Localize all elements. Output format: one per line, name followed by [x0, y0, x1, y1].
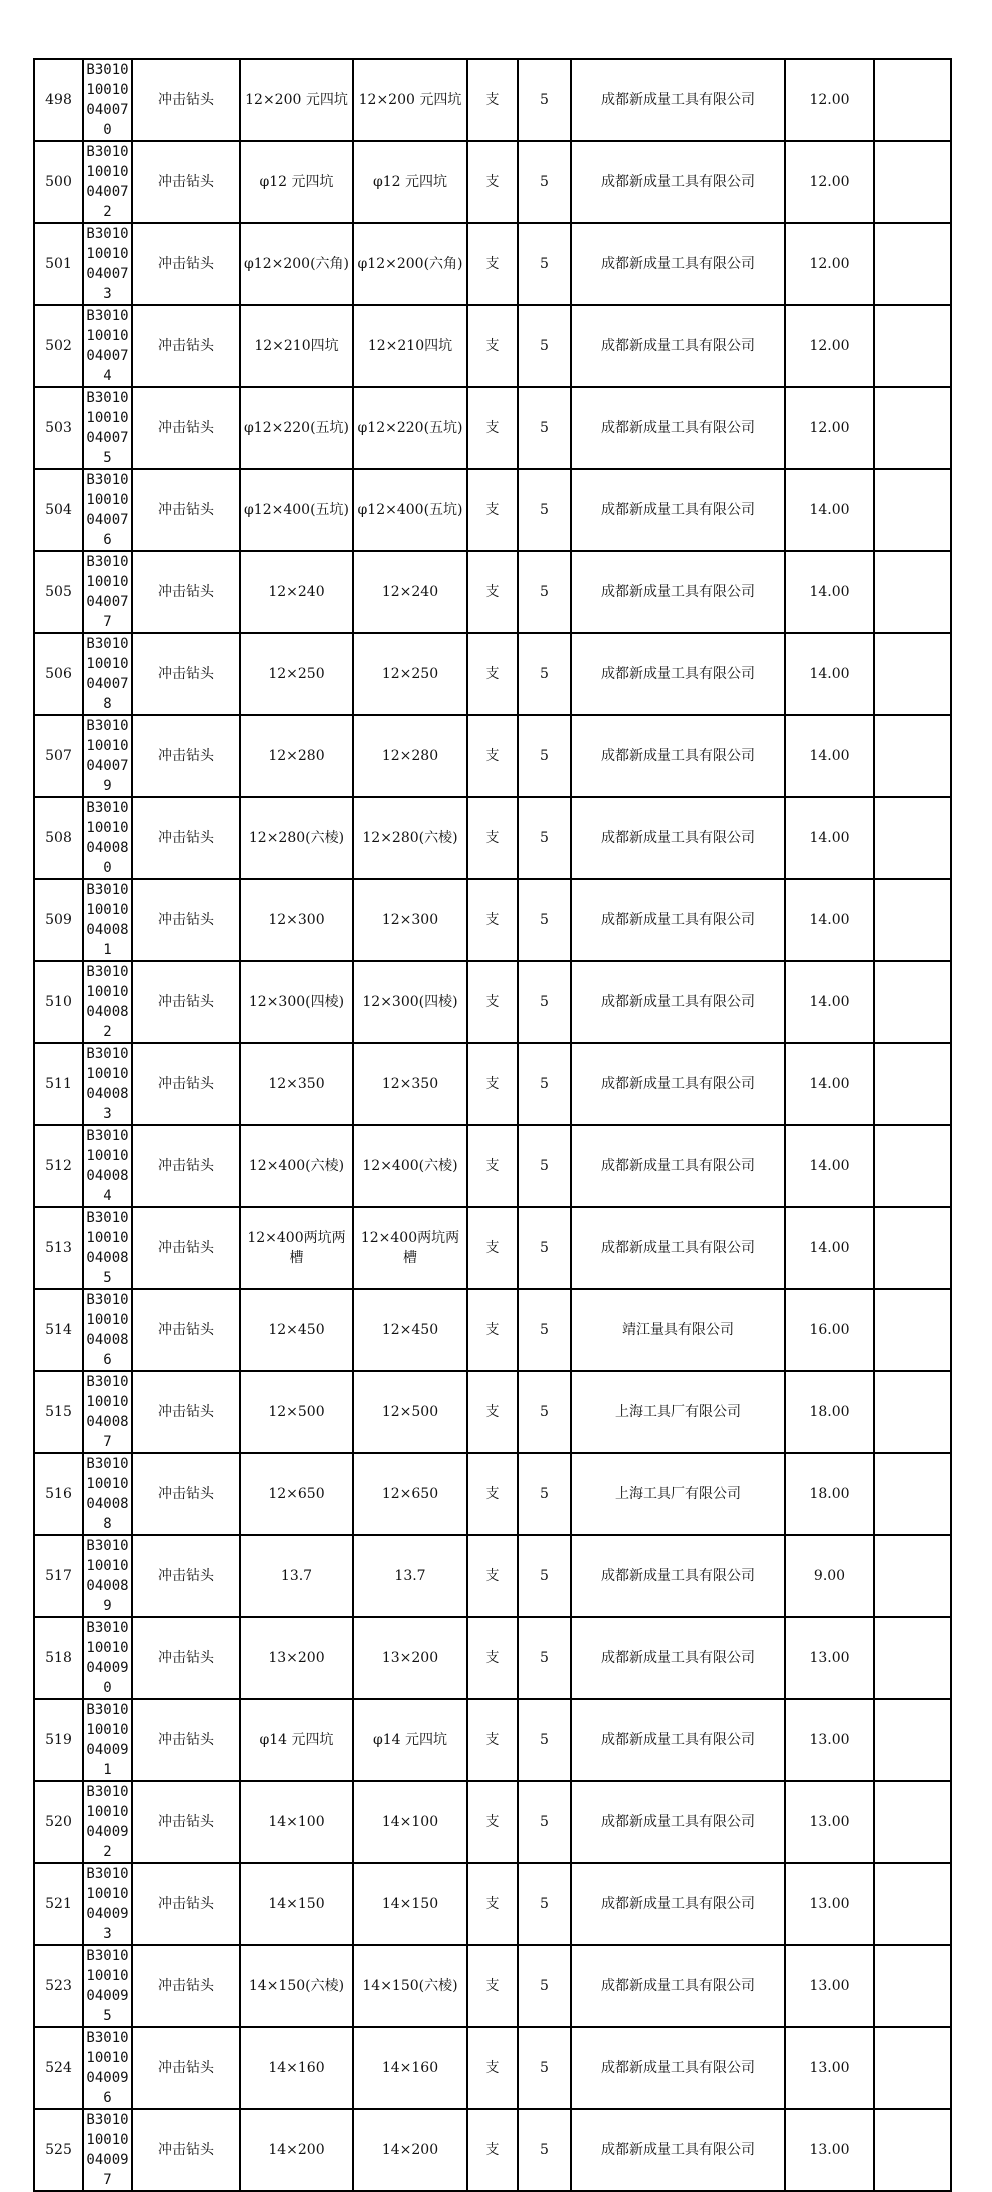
price-cell: 14.00 — [785, 1125, 874, 1207]
item-number-cell: 517 — [34, 1535, 83, 1617]
product-name-cell: 冲击钻头 — [132, 2109, 240, 2191]
material-code-cell: B301010010040096 — [83, 2027, 132, 2109]
manufacturer-cell: 上海工具厂有限公司 — [571, 1371, 785, 1453]
specification-cell: 14×200 — [240, 2109, 353, 2191]
quantity-cell: 5 — [518, 1699, 571, 1781]
remark-cell — [874, 961, 951, 1043]
unit-cell: 支 — [467, 1207, 518, 1289]
quantity-cell: 5 — [518, 305, 571, 387]
model-cell: 12×300 — [353, 879, 467, 961]
material-code-cell: B301010010040091 — [83, 1699, 132, 1781]
model-cell: 12×280 — [353, 715, 467, 797]
specification-cell: 12×280 — [240, 715, 353, 797]
price-cell: 13.00 — [785, 1945, 874, 2027]
product-name-cell: 冲击钻头 — [132, 1289, 240, 1371]
product-name-cell: 冲击钻头 — [132, 961, 240, 1043]
price-cell: 14.00 — [785, 633, 874, 715]
item-number-cell: 512 — [34, 1125, 83, 1207]
remark-cell — [874, 879, 951, 961]
product-name-cell: 冲击钻头 — [132, 59, 240, 141]
model-cell: φ14 元四坑 — [353, 1699, 467, 1781]
remark-cell — [874, 1945, 951, 2027]
price-cell: 9.00 — [785, 1535, 874, 1617]
specification-cell: φ14 元四坑 — [240, 1699, 353, 1781]
manufacturer-cell: 成都新成量工具有限公司 — [571, 715, 785, 797]
model-cell: 12×240 — [353, 551, 467, 633]
quantity-cell: 5 — [518, 879, 571, 961]
remark-cell — [874, 1125, 951, 1207]
remark-cell — [874, 1207, 951, 1289]
product-name-cell: 冲击钻头 — [132, 879, 240, 961]
table-row — [34, 1781, 951, 1863]
product-name-cell: 冲击钻头 — [132, 1699, 240, 1781]
manufacturer-cell: 成都新成量工具有限公司 — [571, 1617, 785, 1699]
remark-cell — [874, 1043, 951, 1125]
table-row — [34, 1535, 951, 1617]
material-code-cell: B301010010040075 — [83, 387, 132, 469]
manufacturer-cell: 成都新成量工具有限公司 — [571, 2109, 785, 2191]
table-row — [34, 1207, 951, 1289]
price-cell: 14.00 — [785, 715, 874, 797]
item-number-cell: 509 — [34, 879, 83, 961]
specification-cell: 12×400(六棱) — [240, 1125, 353, 1207]
unit-cell: 支 — [467, 1289, 518, 1371]
material-code-cell: B301010010040085 — [83, 1207, 132, 1289]
material-code-cell: B301010010040072 — [83, 141, 132, 223]
model-cell: 12×300(四棱) — [353, 961, 467, 1043]
product-name-cell: 冲击钻头 — [132, 469, 240, 551]
specification-cell: 12×500 — [240, 1371, 353, 1453]
product-name-cell: 冲击钻头 — [132, 387, 240, 469]
table-row — [34, 2109, 951, 2191]
unit-cell: 支 — [467, 2109, 518, 2191]
price-cell: 16.00 — [785, 1289, 874, 1371]
unit-cell: 支 — [467, 1043, 518, 1125]
remark-cell — [874, 1289, 951, 1371]
product-name-cell: 冲击钻头 — [132, 551, 240, 633]
quantity-cell: 5 — [518, 1207, 571, 1289]
specification-cell: 12×300(四棱) — [240, 961, 353, 1043]
material-code-cell: B301010010040070 — [83, 59, 132, 141]
material-code-cell: B301010010040083 — [83, 1043, 132, 1125]
price-cell: 13.00 — [785, 1863, 874, 1945]
price-cell: 12.00 — [785, 223, 874, 305]
model-cell: 14×100 — [353, 1781, 467, 1863]
product-name-cell: 冲击钻头 — [132, 1371, 240, 1453]
table-row — [34, 305, 951, 387]
price-cell: 12.00 — [785, 387, 874, 469]
quantity-cell: 5 — [518, 1945, 571, 2027]
item-number-cell: 525 — [34, 2109, 83, 2191]
product-name-cell: 冲击钻头 — [132, 305, 240, 387]
unit-cell: 支 — [467, 797, 518, 879]
model-cell: 12×450 — [353, 1289, 467, 1371]
material-code-cell: B301010010040086 — [83, 1289, 132, 1371]
unit-cell: 支 — [467, 1699, 518, 1781]
specification-cell: 14×160 — [240, 2027, 353, 2109]
price-list-table — [33, 58, 952, 2192]
manufacturer-cell: 成都新成量工具有限公司 — [571, 223, 785, 305]
manufacturer-cell: 成都新成量工具有限公司 — [571, 1125, 785, 1207]
price-cell: 14.00 — [785, 469, 874, 551]
table-row — [34, 2027, 951, 2109]
price-cell: 14.00 — [785, 1207, 874, 1289]
item-number-cell: 515 — [34, 1371, 83, 1453]
remark-cell — [874, 59, 951, 141]
remark-cell — [874, 1699, 951, 1781]
quantity-cell: 5 — [518, 2109, 571, 2191]
material-code-cell: B301010010040095 — [83, 1945, 132, 2027]
model-cell: 12×280(六棱) — [353, 797, 467, 879]
table-row — [34, 1863, 951, 1945]
table-row — [34, 1371, 951, 1453]
remark-cell — [874, 141, 951, 223]
product-name-cell: 冲击钻头 — [132, 1207, 240, 1289]
material-code-cell: B301010010040093 — [83, 1863, 132, 1945]
specification-cell: 12×350 — [240, 1043, 353, 1125]
model-cell: 12×350 — [353, 1043, 467, 1125]
product-name-cell: 冲击钻头 — [132, 1617, 240, 1699]
material-code-cell: B301010010040079 — [83, 715, 132, 797]
price-cell: 13.00 — [785, 1699, 874, 1781]
remark-cell — [874, 1781, 951, 1863]
manufacturer-cell: 成都新成量工具有限公司 — [571, 633, 785, 715]
material-code-cell: B301010010040084 — [83, 1125, 132, 1207]
material-code-cell: B301010010040088 — [83, 1453, 132, 1535]
item-number-cell: 507 — [34, 715, 83, 797]
manufacturer-cell: 成都新成量工具有限公司 — [571, 1781, 785, 1863]
unit-cell: 支 — [467, 879, 518, 961]
quantity-cell: 5 — [518, 961, 571, 1043]
product-name-cell: 冲击钻头 — [132, 223, 240, 305]
product-name-cell: 冲击钻头 — [132, 141, 240, 223]
material-code-cell: B301010010040078 — [83, 633, 132, 715]
material-code-cell: B301010010040082 — [83, 961, 132, 1043]
remark-cell — [874, 387, 951, 469]
table-row — [34, 879, 951, 961]
material-code-cell: B301010010040074 — [83, 305, 132, 387]
unit-cell: 支 — [467, 633, 518, 715]
item-number-cell: 500 — [34, 141, 83, 223]
model-cell: 13×200 — [353, 1617, 467, 1699]
quantity-cell: 5 — [518, 1371, 571, 1453]
remark-cell — [874, 797, 951, 879]
model-cell: 14×150 — [353, 1863, 467, 1945]
manufacturer-cell: 成都新成量工具有限公司 — [571, 551, 785, 633]
table-row — [34, 59, 951, 141]
manufacturer-cell: 靖江量具有限公司 — [571, 1289, 785, 1371]
quantity-cell: 5 — [518, 1535, 571, 1617]
remark-cell — [874, 1535, 951, 1617]
product-name-cell: 冲击钻头 — [132, 1535, 240, 1617]
manufacturer-cell: 成都新成量工具有限公司 — [571, 1699, 785, 1781]
remark-cell — [874, 633, 951, 715]
item-number-cell: 511 — [34, 1043, 83, 1125]
quantity-cell: 5 — [518, 1617, 571, 1699]
unit-cell: 支 — [467, 1945, 518, 2027]
model-cell: 12×400两坑两槽 — [353, 1207, 467, 1289]
unit-cell: 支 — [467, 469, 518, 551]
material-code-cell: B301010010040097 — [83, 2109, 132, 2191]
remark-cell — [874, 469, 951, 551]
quantity-cell: 5 — [518, 141, 571, 223]
specification-cell: 13.7 — [240, 1535, 353, 1617]
specification-cell: 12×210四坑 — [240, 305, 353, 387]
model-cell: 12×400(六棱) — [353, 1125, 467, 1207]
item-number-cell: 518 — [34, 1617, 83, 1699]
unit-cell: 支 — [467, 1781, 518, 1863]
specification-cell: φ12×220(五坑) — [240, 387, 353, 469]
specification-cell: 12×280(六棱) — [240, 797, 353, 879]
unit-cell: 支 — [467, 387, 518, 469]
table-row — [34, 633, 951, 715]
remark-cell — [874, 2109, 951, 2191]
table-row — [34, 1617, 951, 1699]
model-cell: 12×500 — [353, 1371, 467, 1453]
manufacturer-cell: 成都新成量工具有限公司 — [571, 1207, 785, 1289]
product-name-cell: 冲击钻头 — [132, 1945, 240, 2027]
model-cell: φ12×220(五坑) — [353, 387, 467, 469]
product-name-cell: 冲击钻头 — [132, 1781, 240, 1863]
quantity-cell: 5 — [518, 387, 571, 469]
table-row — [34, 1125, 951, 1207]
unit-cell: 支 — [467, 1125, 518, 1207]
remark-cell — [874, 1371, 951, 1453]
specification-cell: 12×250 — [240, 633, 353, 715]
price-cell: 18.00 — [785, 1371, 874, 1453]
price-cell: 14.00 — [785, 1043, 874, 1125]
table-row — [34, 1699, 951, 1781]
quantity-cell: 5 — [518, 551, 571, 633]
unit-cell: 支 — [467, 1863, 518, 1945]
specification-cell: 14×150 — [240, 1863, 353, 1945]
specification-cell: 12×650 — [240, 1453, 353, 1535]
quantity-cell: 5 — [518, 715, 571, 797]
price-cell: 14.00 — [785, 797, 874, 879]
unit-cell: 支 — [467, 223, 518, 305]
item-number-cell: 516 — [34, 1453, 83, 1535]
remark-cell — [874, 1863, 951, 1945]
unit-cell: 支 — [467, 551, 518, 633]
model-cell: φ12 元四坑 — [353, 141, 467, 223]
manufacturer-cell: 成都新成量工具有限公司 — [571, 879, 785, 961]
model-cell: 12×650 — [353, 1453, 467, 1535]
item-number-cell: 501 — [34, 223, 83, 305]
quantity-cell: 5 — [518, 797, 571, 879]
model-cell: 12×200 元四坑 — [353, 59, 467, 141]
remark-cell — [874, 305, 951, 387]
unit-cell: 支 — [467, 1453, 518, 1535]
model-cell: φ12×200(六角) — [353, 223, 467, 305]
manufacturer-cell: 上海工具厂有限公司 — [571, 1453, 785, 1535]
model-cell: 14×150(六棱) — [353, 1945, 467, 2027]
remark-cell — [874, 551, 951, 633]
quantity-cell: 5 — [518, 1863, 571, 1945]
item-number-cell: 521 — [34, 1863, 83, 1945]
item-number-cell: 510 — [34, 961, 83, 1043]
material-code-cell: B301010010040077 — [83, 551, 132, 633]
quantity-cell: 5 — [518, 1289, 571, 1371]
model-cell: 13.7 — [353, 1535, 467, 1617]
price-cell: 13.00 — [785, 1617, 874, 1699]
price-cell: 18.00 — [785, 1453, 874, 1535]
specification-cell: φ12 元四坑 — [240, 141, 353, 223]
remark-cell — [874, 2027, 951, 2109]
quantity-cell: 5 — [518, 1125, 571, 1207]
quantity-cell: 5 — [518, 469, 571, 551]
price-cell: 12.00 — [785, 305, 874, 387]
item-number-cell: 524 — [34, 2027, 83, 2109]
model-cell: 12×250 — [353, 633, 467, 715]
unit-cell: 支 — [467, 59, 518, 141]
specification-cell: 12×400两坑两槽 — [240, 1207, 353, 1289]
model-cell: 14×160 — [353, 2027, 467, 2109]
unit-cell: 支 — [467, 1535, 518, 1617]
model-cell: φ12×400(五坑) — [353, 469, 467, 551]
remark-cell — [874, 715, 951, 797]
specification-cell: 14×150(六棱) — [240, 1945, 353, 2027]
specification-cell: 12×300 — [240, 879, 353, 961]
specification-cell: 12×450 — [240, 1289, 353, 1371]
item-number-cell: 504 — [34, 469, 83, 551]
manufacturer-cell: 成都新成量工具有限公司 — [571, 2027, 785, 2109]
remark-cell — [874, 1617, 951, 1699]
item-number-cell: 520 — [34, 1781, 83, 1863]
product-name-cell: 冲击钻头 — [132, 1863, 240, 1945]
unit-cell: 支 — [467, 2027, 518, 2109]
item-number-cell: 506 — [34, 633, 83, 715]
manufacturer-cell: 成都新成量工具有限公司 — [571, 141, 785, 223]
product-name-cell: 冲击钻头 — [132, 1125, 240, 1207]
price-cell: 12.00 — [785, 59, 874, 141]
table-row — [34, 223, 951, 305]
material-code-cell: B301010010040087 — [83, 1371, 132, 1453]
product-name-cell: 冲击钻头 — [132, 633, 240, 715]
product-name-cell: 冲击钻头 — [132, 1043, 240, 1125]
product-name-cell: 冲击钻头 — [132, 715, 240, 797]
price-cell: 14.00 — [785, 551, 874, 633]
price-cell: 14.00 — [785, 961, 874, 1043]
table-row — [34, 797, 951, 879]
product-name-cell: 冲击钻头 — [132, 2027, 240, 2109]
manufacturer-cell: 成都新成量工具有限公司 — [571, 305, 785, 387]
specification-cell: 12×240 — [240, 551, 353, 633]
product-name-cell: 冲击钻头 — [132, 1453, 240, 1535]
price-cell: 13.00 — [785, 2109, 874, 2191]
remark-cell — [874, 1453, 951, 1535]
price-cell: 13.00 — [785, 1781, 874, 1863]
table-row — [34, 1043, 951, 1125]
table-row — [34, 1289, 951, 1371]
unit-cell: 支 — [467, 141, 518, 223]
remark-cell — [874, 223, 951, 305]
item-number-cell: 523 — [34, 1945, 83, 2027]
manufacturer-cell: 成都新成量工具有限公司 — [571, 59, 785, 141]
item-number-cell: 519 — [34, 1699, 83, 1781]
table-row — [34, 141, 951, 223]
manufacturer-cell: 成都新成量工具有限公司 — [571, 1535, 785, 1617]
item-number-cell: 498 — [34, 59, 83, 141]
specification-cell: 13×200 — [240, 1617, 353, 1699]
price-cell: 13.00 — [785, 2027, 874, 2109]
table-body — [34, 59, 951, 2191]
manufacturer-cell: 成都新成量工具有限公司 — [571, 1863, 785, 1945]
manufacturer-cell: 成都新成量工具有限公司 — [571, 797, 785, 879]
unit-cell: 支 — [467, 715, 518, 797]
table-row — [34, 387, 951, 469]
material-code-cell: B301010010040089 — [83, 1535, 132, 1617]
unit-cell: 支 — [467, 961, 518, 1043]
price-cell: 14.00 — [785, 879, 874, 961]
material-code-cell: B301010010040081 — [83, 879, 132, 961]
manufacturer-cell: 成都新成量工具有限公司 — [571, 1945, 785, 2027]
quantity-cell: 5 — [518, 1043, 571, 1125]
specification-cell: 12×200 元四坑 — [240, 59, 353, 141]
item-number-cell: 503 — [34, 387, 83, 469]
material-code-cell: B301010010040080 — [83, 797, 132, 879]
product-name-cell: 冲击钻头 — [132, 797, 240, 879]
unit-cell: 支 — [467, 1371, 518, 1453]
table-row — [34, 551, 951, 633]
quantity-cell: 5 — [518, 633, 571, 715]
item-number-cell: 505 — [34, 551, 83, 633]
quantity-cell: 5 — [518, 2027, 571, 2109]
model-cell: 12×210四坑 — [353, 305, 467, 387]
specification-cell: 14×100 — [240, 1781, 353, 1863]
specification-cell: φ12×200(六角) — [240, 223, 353, 305]
item-number-cell: 513 — [34, 1207, 83, 1289]
manufacturer-cell: 成都新成量工具有限公司 — [571, 469, 785, 551]
quantity-cell: 5 — [518, 223, 571, 305]
material-code-cell: B301010010040092 — [83, 1781, 132, 1863]
unit-cell: 支 — [467, 305, 518, 387]
table-row — [34, 469, 951, 551]
price-cell: 12.00 — [785, 141, 874, 223]
material-code-cell: B301010010040073 — [83, 223, 132, 305]
quantity-cell: 5 — [518, 1453, 571, 1535]
specification-cell: φ12×400(五坑) — [240, 469, 353, 551]
quantity-cell: 5 — [518, 1781, 571, 1863]
manufacturer-cell: 成都新成量工具有限公司 — [571, 961, 785, 1043]
item-number-cell: 508 — [34, 797, 83, 879]
quantity-cell: 5 — [518, 59, 571, 141]
material-code-cell: B301010010040076 — [83, 469, 132, 551]
unit-cell: 支 — [467, 1617, 518, 1699]
model-cell: 14×200 — [353, 2109, 467, 2191]
manufacturer-cell: 成都新成量工具有限公司 — [571, 1043, 785, 1125]
manufacturer-cell: 成都新成量工具有限公司 — [571, 387, 785, 469]
table-row — [34, 961, 951, 1043]
item-number-cell: 514 — [34, 1289, 83, 1371]
table-row — [34, 715, 951, 797]
table-row — [34, 1945, 951, 2027]
item-number-cell: 502 — [34, 305, 83, 387]
table-row — [34, 1453, 951, 1535]
material-code-cell: B301010010040090 — [83, 1617, 132, 1699]
